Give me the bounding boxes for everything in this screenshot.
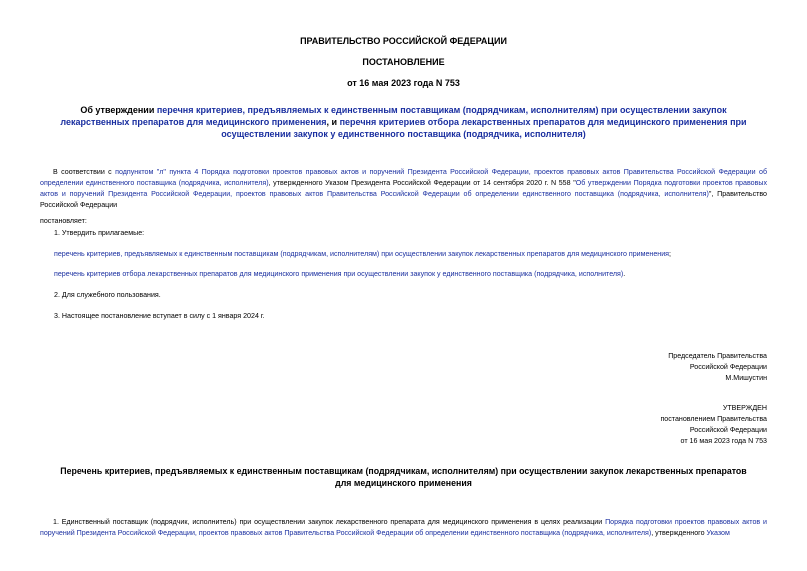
item-1: 1. Утвердить прилагаемые: bbox=[54, 229, 145, 237]
preamble-link-decree[interactable]: Об утверждении Порядка подготовки проектов правовых актов и поручений Президента Российской Федерации, проектов правовых актов Правительства Российской Федерации об определении единственного поставщика (подрядчика, исполнителя) bbox=[40, 179, 767, 198]
approval-line-1: УТВЕРЖДЕН bbox=[722, 404, 767, 412]
preamble-link-subpoint[interactable]: подпунктом "л" пункта 4 Порядка подготовки проектов правовых актов и поручений Президента Российской Федерации, проектов правовых актов Правительства Российской Федерации об определении единственного поставщика (подрядчика, исполнителя) bbox=[40, 168, 768, 187]
list-item-2-end: . bbox=[623, 270, 626, 278]
preamble-text-1: В соответствии с bbox=[53, 168, 116, 176]
list-link-criteria-suppliers[interactable]: перечень критериев, предъявляемых к единственным поставщикам (подрядчикам, исполнителям) при осуществлении закупок лекарственных препаратов для медицинского применения bbox=[54, 250, 670, 258]
last-link-procedure[interactable]: Порядка подготовки проектов правовых актов и поручений Президента Российской Федерации, проектов правовых актов Правительства Российской Федерации об определении единственного поставщика (подрядчика, исполнителя) bbox=[40, 518, 767, 537]
signature-line-1: Председатель Правительства bbox=[668, 352, 767, 360]
title-link-criteria-suppliers[interactable]: перечня критериев, предъявляемых к единственным поставщикам (подрядчикам, исполнителям) при осуществлении закупок лекарственных препаратов для медицинского применения bbox=[60, 105, 727, 127]
preamble-paragraph bbox=[40, 167, 767, 211]
item-3: 3. Настоящее постановление вступает в силу с 1 января 2024 г. bbox=[54, 312, 265, 320]
government-heading: ПРАВИТЕЛЬСТВО РОССИЙСКОЙ ФЕДЕРАЦИИ bbox=[300, 36, 507, 46]
document-title bbox=[48, 104, 759, 140]
title-link-criteria-drugs[interactable]: перечня критериев отбора лекарственных препаратов для медицинского применения при осуществлении закупок у единственного поставщика (подрядчика, исполнителя) bbox=[221, 117, 747, 139]
signature-block bbox=[547, 351, 767, 384]
approval-line-2: постановлением Правительства bbox=[660, 415, 767, 423]
last-text-2: , утвержденного bbox=[651, 529, 707, 537]
approval-block bbox=[547, 403, 767, 447]
approval-line-4: от 16 мая 2023 года N 753 bbox=[680, 437, 767, 445]
last-link-decree[interactable]: Указом bbox=[706, 529, 730, 537]
list-item-1 bbox=[54, 249, 671, 260]
list-item-1-end: ; bbox=[669, 250, 671, 258]
last-paragraph bbox=[40, 517, 767, 539]
approval-line-3: Российской Федерации bbox=[689, 426, 767, 434]
item-2: 2. Для служебного пользования. bbox=[54, 291, 161, 299]
signature-name: М.Мишустин bbox=[725, 374, 767, 382]
list-title: Перечень критериев, предъявляемых к единственным поставщикам (подрядчикам, исполнителям) при осуществлении закупок лекарственных препаратов для медицинского применения bbox=[60, 466, 747, 488]
resolves-text: постановляет: bbox=[40, 217, 87, 225]
title-mid: , и bbox=[326, 117, 340, 127]
list-link-criteria-drugs[interactable]: перечень критериев отбора лекарственных препаратов для медицинского применения при осуществлении закупок у единственного поставщика (подрядчика, исполнителя) bbox=[54, 270, 624, 278]
preamble-text-3: ", Правительство Российской Федерации bbox=[40, 190, 767, 209]
preamble-text-2: , утвержденного Указом Президента Российской Федерации от 14 сентября 2020 г. N 558 " bbox=[268, 179, 576, 187]
list-item-2 bbox=[54, 269, 625, 280]
signature-line-2: Российской Федерации bbox=[689, 363, 767, 371]
document-date-number: от 16 мая 2023 года N 753 bbox=[347, 78, 460, 88]
last-text-1: 1. Единственный поставщик (подрядчик, исполнитель) при осуществлении закупок лекарственного препарата для медицинского применения в целях реализации bbox=[53, 518, 606, 526]
title-prefix: Об утверждении bbox=[80, 105, 157, 115]
document-type: ПОСТАНОВЛЕНИЕ bbox=[362, 57, 445, 67]
